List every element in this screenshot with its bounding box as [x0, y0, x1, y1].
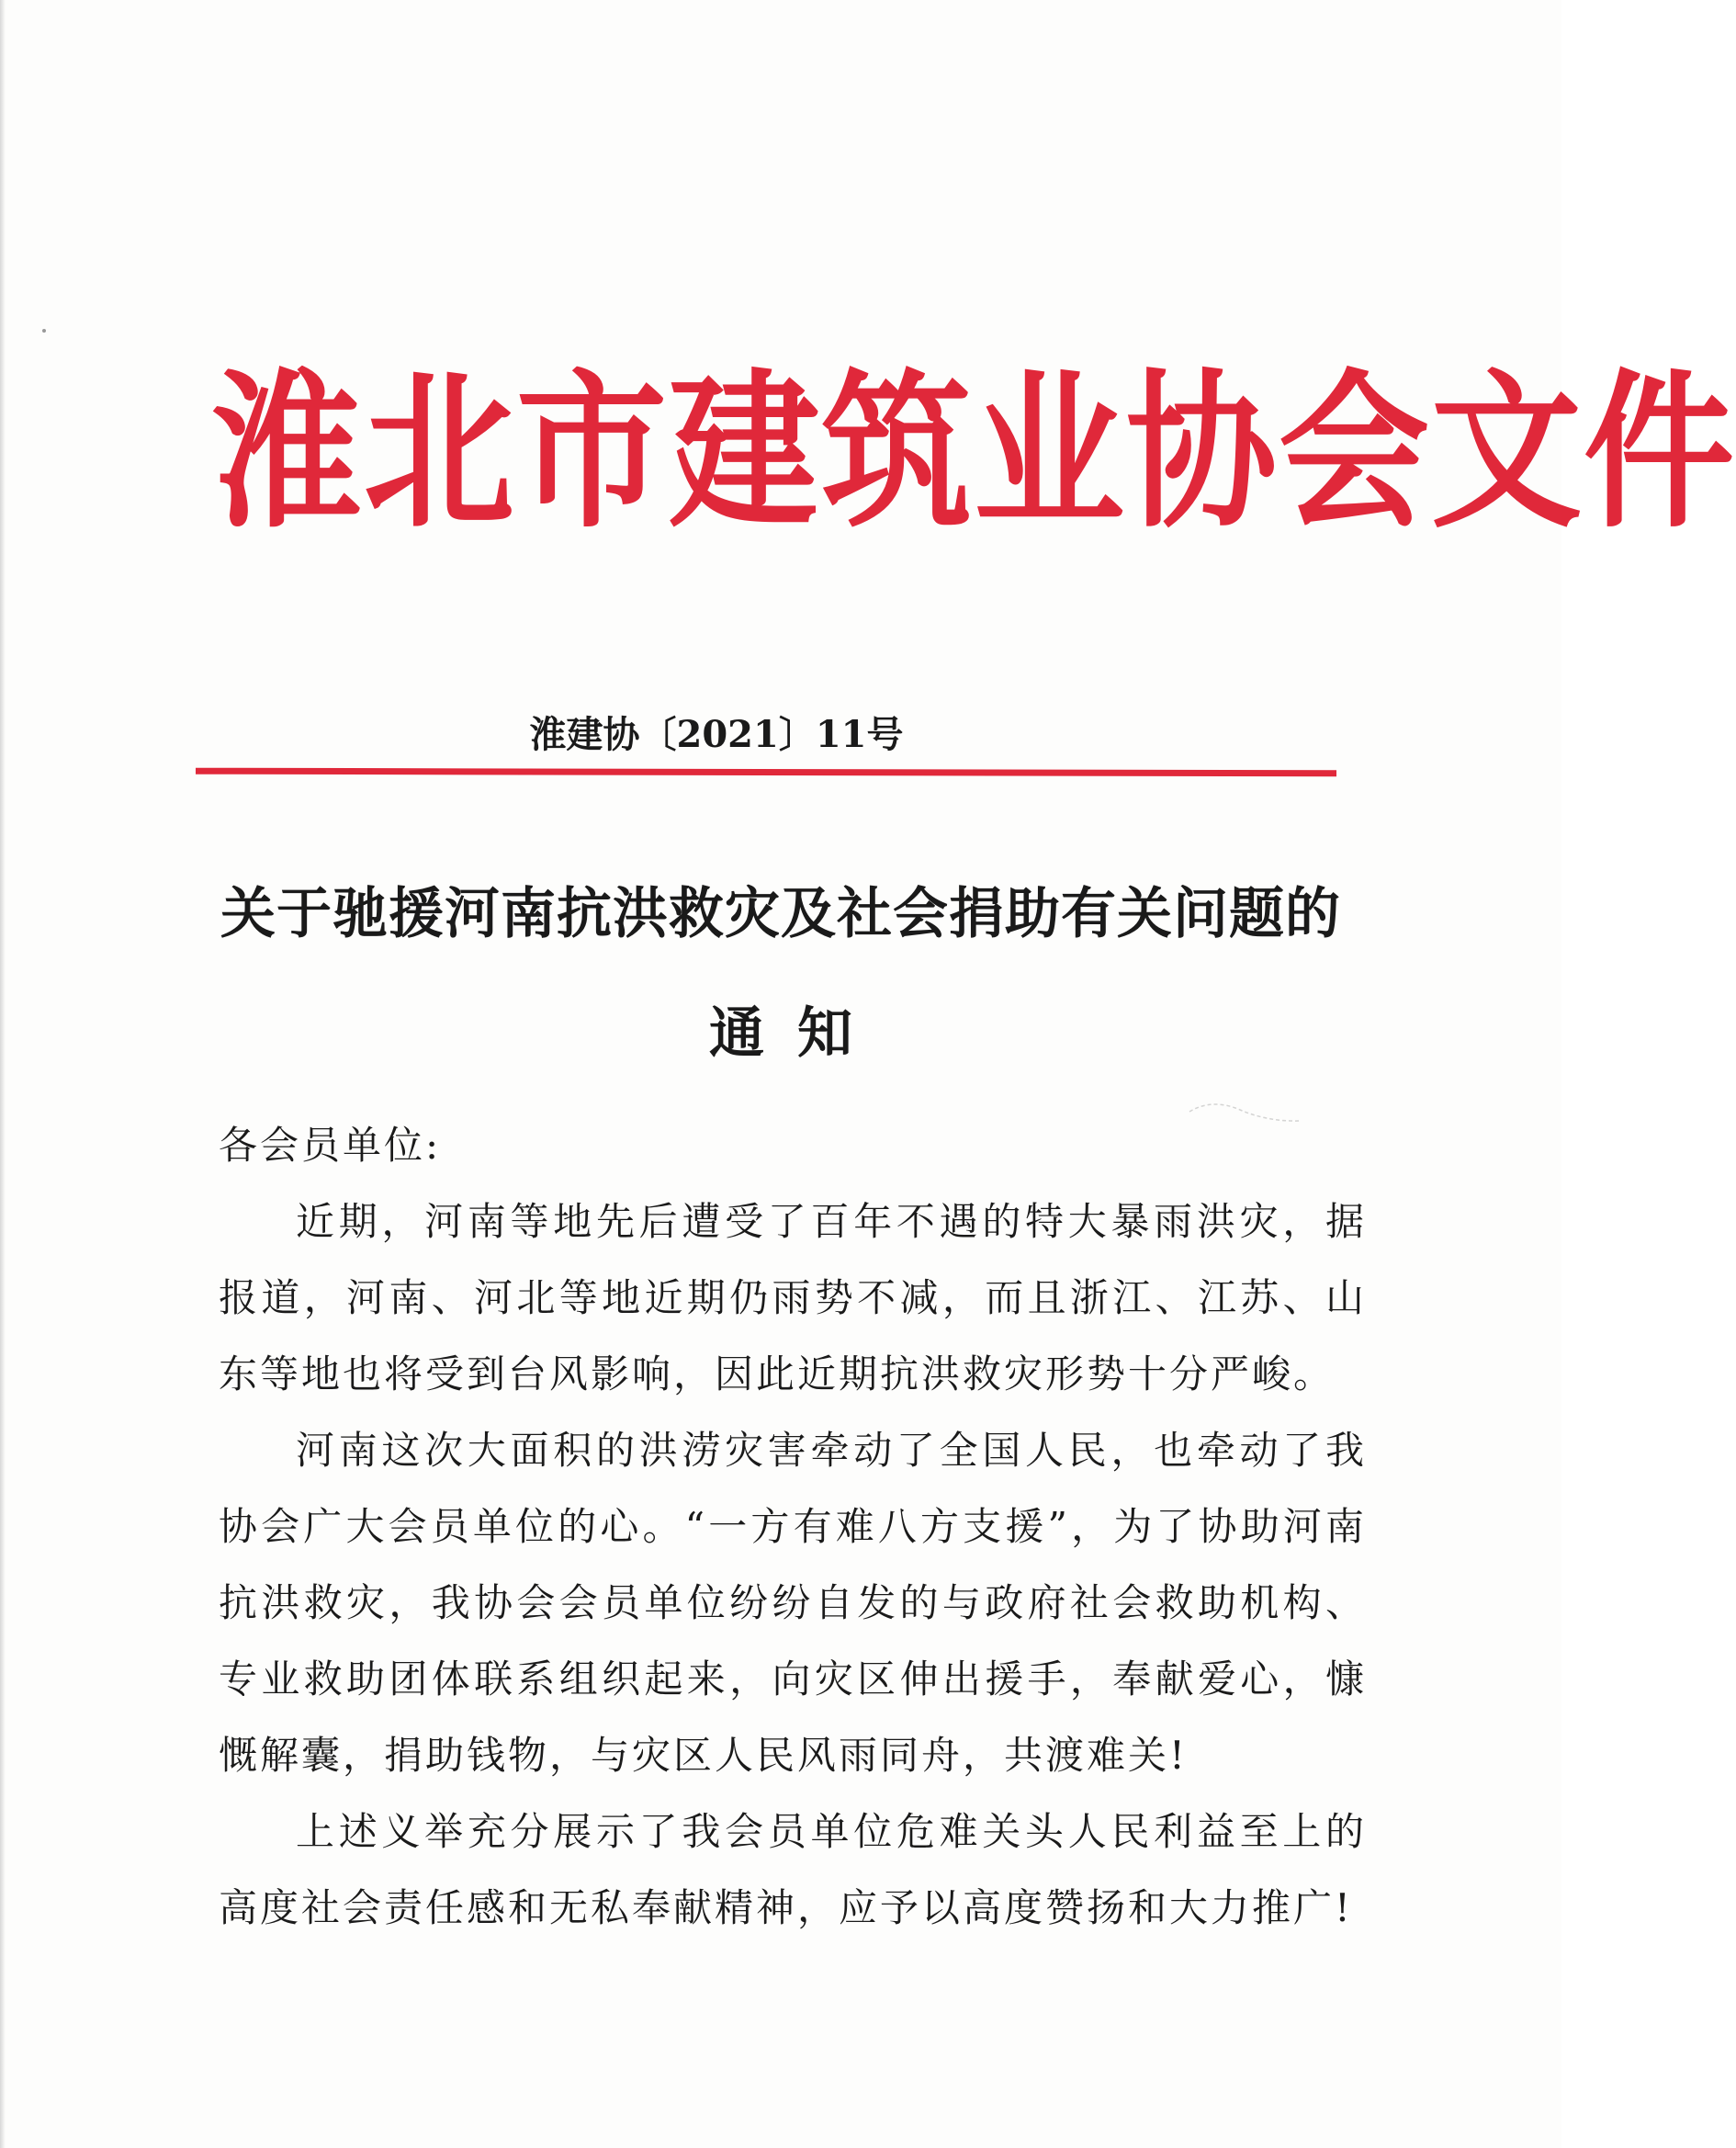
organization-header-title: 淮北市建筑业协会文件 — [211, 352, 1736, 551]
notice-body — [219, 1107, 1367, 1946]
document-number: 淮建协〔2021〕11号 — [529, 713, 904, 756]
body-paragraph: 近期，河南等地先后遭受了百年不遇的特大暴雨洪灾，据报道，河南、河北等地近期仍雨势不减，而且浙江、江苏、山东等地也将受到台风影响，因此近期抗洪救灾形势十分严峻。 — [219, 1199, 1367, 1396]
notice-title-line1: 关于驰援河南抗洪救灾及社会捐助有关问题的 — [220, 882, 1341, 946]
scan-edge-shadow — [0, 0, 6, 2148]
notice-title-line2: 通知 — [709, 1001, 885, 1066]
body-paragraph: 上述义举充分展示了我会员单位危难关头人民利益至上的高度社会责任感和无私奉献精神，应予以高度赞扬和大力推广! — [219, 1809, 1367, 1930]
red-divider-line — [196, 768, 1336, 777]
scan-speck — [42, 329, 46, 333]
body-paragraph: 河南这次大面积的洪涝灾害牵动了全国人民，也牵动了我协会广大会员单位的心。“一方有难八方支援”，为了协助河南抗洪救灾，我协会会员单位纷纷自发的与政府社会救助机构、专业救助团体联系组织起来，向灾区伸出援手，奉献爱心，慷慨解囊，捐助钱物，与灾区人民风雨同舟，共渡难关! — [219, 1428, 1367, 1778]
salutation: 各会员单位: — [219, 1123, 442, 1168]
